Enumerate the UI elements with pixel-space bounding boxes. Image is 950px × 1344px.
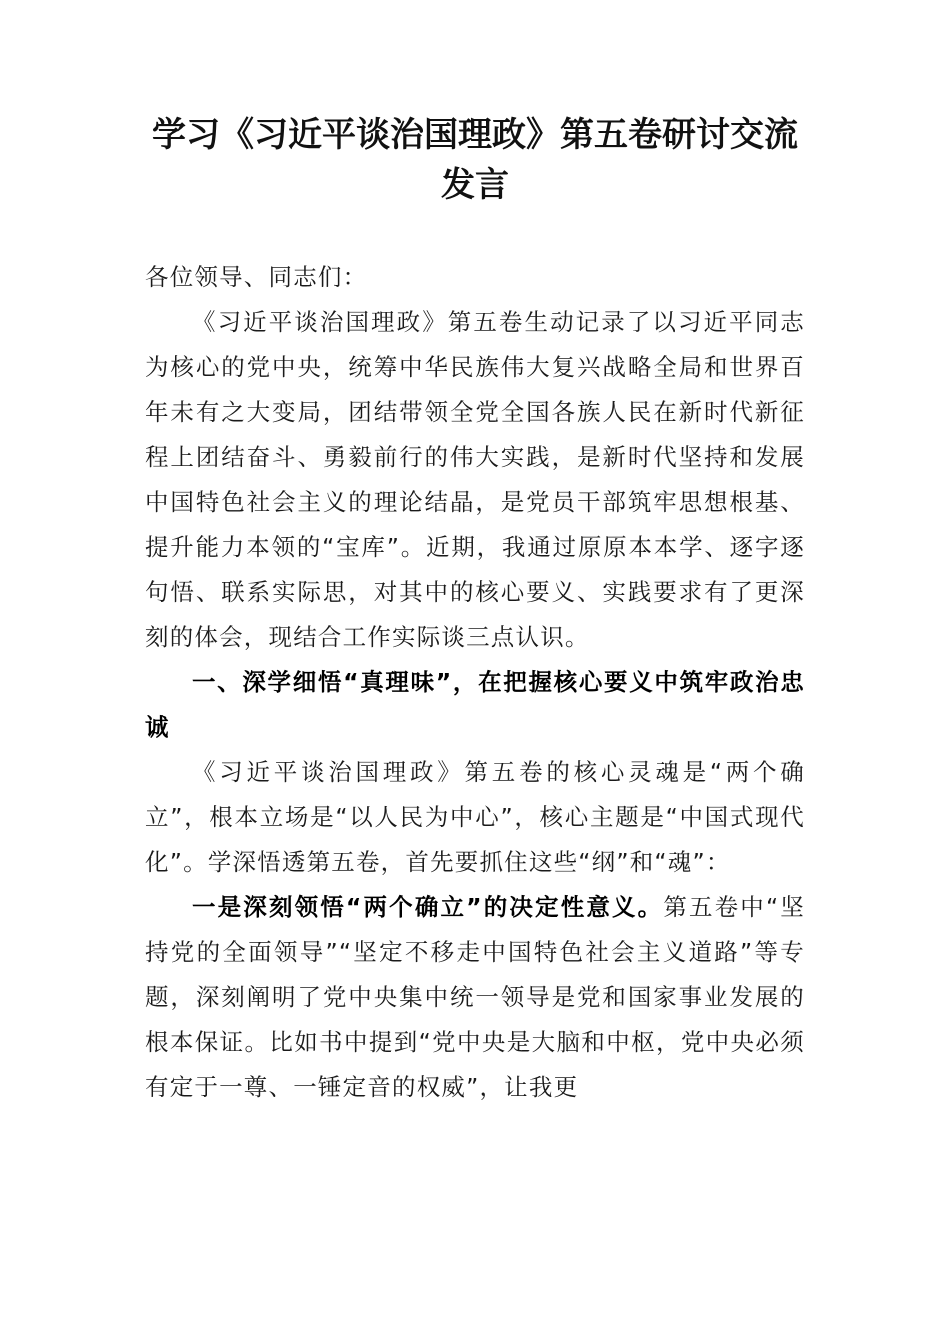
point-1-paragraph [145, 885, 805, 1110]
point-1-lead: 一是深刻领悟“两个确立”的决定性意义。 [192, 893, 664, 921]
document-body [145, 255, 805, 1110]
point-1-text: 第五卷中“坚持党的全面领导”“坚定不移走中国特色社会主义道路”等专题，深刻阐明了党中央集中统一领导是党和国家事业发展的根本保证。比如书中提到“党中央是大脑和中枢，党中央必须有定于一尊、一锤定音的权威”，让我更 [145, 893, 805, 1101]
salutation: 各位领导、同志们： [145, 263, 368, 291]
intro-paragraph: 《习近平谈治国理政》第五卷生动记录了以习近平同志为核心的党中央，统筹中华民族伟大复兴战略全局和世界百年未有之大变局，团结带领全党全国各族人民在新时代新征程上团结奋斗、勇毅前行的伟大实践，是新时代坚持和发展中国特色社会主义的理论结晶，是党员干部筑牢思想根基、提升能力本领的“宝库”。近期，我通过原原本本学、逐字逐句悟、联系实际思，对其中的核心要义、实践要求有了更深刻的体会，现结合工作实际谈三点认识。 [145, 308, 805, 651]
document-title: 学习《习近平谈治国理政》第五卷研讨交流发言 [152, 115, 798, 205]
section-heading-1: 一、深学细悟“真理味”，在把握核心要义中筑牢政治忠诚 [145, 668, 805, 741]
section-1-paragraph: 《习近平谈治国理政》第五卷的核心灵魂是“两个确立”，根本立场是“以人民为中心”，核心主题是“中国式现代化”。学深悟透第五卷，首先要抓住这些“纲”和“魂”： [145, 758, 805, 876]
